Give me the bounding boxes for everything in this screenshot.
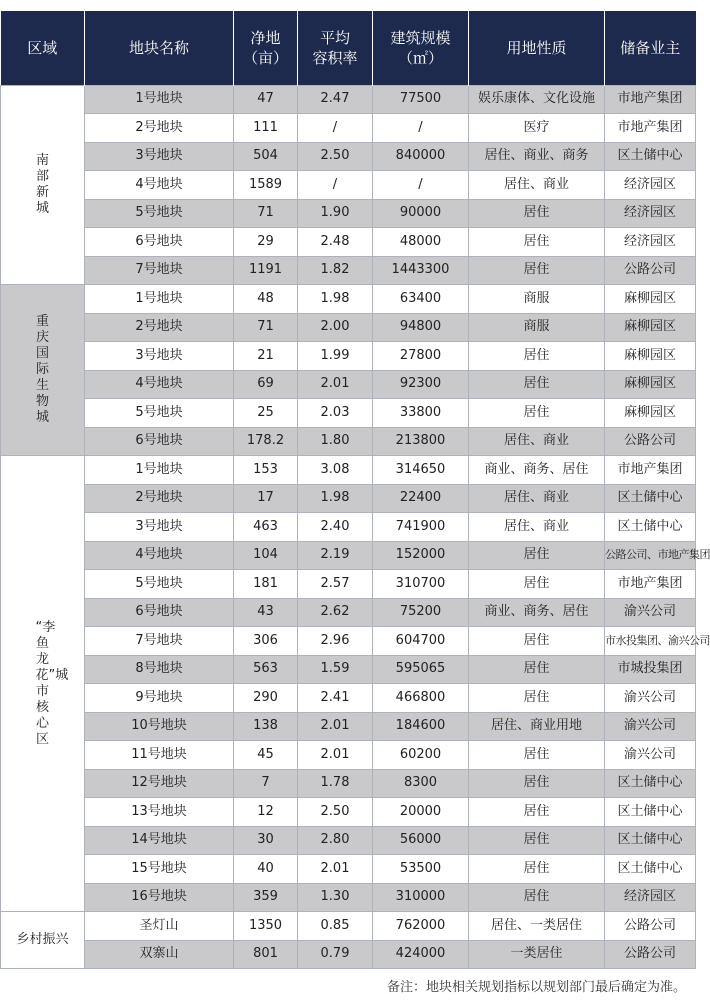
cell-area: 504 xyxy=(234,142,298,171)
cell-name: 9号地块 xyxy=(85,684,234,713)
table-row xyxy=(1,855,696,884)
table-row xyxy=(1,712,696,741)
cell-use: 商服 xyxy=(469,313,605,342)
cell-scale: 22400 xyxy=(373,484,469,513)
cell-area: 306 xyxy=(234,627,298,656)
cell-scale: 1443300 xyxy=(373,256,469,285)
cell-name: 6号地块 xyxy=(85,598,234,627)
footnote: 备注：地块相关规划指标以规划部门最后确定为准。 xyxy=(386,980,686,995)
cell-far: 1.78 xyxy=(298,769,373,798)
table-row xyxy=(1,256,696,285)
cell-owner: 区土储中心 xyxy=(605,484,696,513)
cell-scale: 33800 xyxy=(373,399,469,428)
cell-scale: 48000 xyxy=(373,228,469,257)
region-label: “李鱼龙花”城市核心区 xyxy=(35,619,69,747)
cell-scale: 8300 xyxy=(373,769,469,798)
cell-area: 40 xyxy=(234,855,298,884)
cell-scale: 92300 xyxy=(373,370,469,399)
cell-scale: 94800 xyxy=(373,313,469,342)
cell-name: 圣灯山 xyxy=(85,912,234,941)
cell-area: 29 xyxy=(234,228,298,257)
cell-area: 153 xyxy=(234,456,298,485)
table-row xyxy=(1,484,696,513)
cell-area: 48 xyxy=(234,285,298,314)
cell-name: 5号地块 xyxy=(85,199,234,228)
cell-area: 25 xyxy=(234,399,298,428)
cell-far: 2.50 xyxy=(298,798,373,827)
cell-name: 1号地块 xyxy=(85,456,234,485)
cell-use: 居住、商业 xyxy=(469,484,605,513)
table-header xyxy=(1,11,696,85)
table-row xyxy=(1,598,696,627)
cell-far: 2.01 xyxy=(298,370,373,399)
cell-use: 居住 xyxy=(469,655,605,684)
land-parcel-table xyxy=(0,11,710,969)
cell-far: / xyxy=(298,114,373,143)
cell-name: 4号地块 xyxy=(85,370,234,399)
cell-owner: 区土储中心 xyxy=(605,513,696,542)
cell-name: 14号地块 xyxy=(85,826,234,855)
cell-name: 10号地块 xyxy=(85,712,234,741)
cell-owner: 公路公司、市地产集团 xyxy=(605,541,696,570)
cell-owner: 麻柳园区 xyxy=(605,399,696,428)
cell-name: 2号地块 xyxy=(85,114,234,143)
cell-owner: 渝兴公司 xyxy=(605,712,696,741)
cell-scale: 75200 xyxy=(373,598,469,627)
cell-area: 178.2 xyxy=(234,427,298,456)
cell-scale: 310700 xyxy=(373,570,469,599)
table-row xyxy=(1,513,696,542)
table-row xyxy=(1,741,696,770)
cell-far: 1.98 xyxy=(298,484,373,513)
cell-owner: 麻柳园区 xyxy=(605,313,696,342)
cell-scale: 53500 xyxy=(373,855,469,884)
cell-name: 4号地块 xyxy=(85,171,234,200)
table-row xyxy=(1,798,696,827)
cell-far: 2.19 xyxy=(298,541,373,570)
cell-use: 居住 xyxy=(469,769,605,798)
table-row xyxy=(1,342,696,371)
header-name: 地块名称 xyxy=(85,11,234,85)
cell-owner: 经济园区 xyxy=(605,883,696,912)
cell-owner: 渝兴公司 xyxy=(605,598,696,627)
cell-name: 7号地块 xyxy=(85,627,234,656)
header-far: 平均 容积率 xyxy=(298,11,373,85)
cell-scale: 77500 xyxy=(373,85,469,114)
region-cell xyxy=(1,912,85,969)
cell-scale: 60200 xyxy=(373,741,469,770)
cell-far: 2.50 xyxy=(298,142,373,171)
cell-scale: 152000 xyxy=(373,541,469,570)
cell-scale: 762000 xyxy=(373,912,469,941)
cell-name: 6号地块 xyxy=(85,228,234,257)
cell-scale: / xyxy=(373,171,469,200)
cell-use: 居住 xyxy=(469,570,605,599)
cell-scale: 595065 xyxy=(373,655,469,684)
cell-far: 2.03 xyxy=(298,399,373,428)
cell-area: 563 xyxy=(234,655,298,684)
table-row xyxy=(1,370,696,399)
cell-owner: 公路公司 xyxy=(605,256,696,285)
cell-name: 7号地块 xyxy=(85,256,234,285)
cell-scale: 840000 xyxy=(373,142,469,171)
header-region: 区域 xyxy=(1,11,85,85)
cell-owner: 公路公司 xyxy=(605,940,696,969)
cell-far: 2.01 xyxy=(298,741,373,770)
cell-area: 71 xyxy=(234,199,298,228)
cell-name: 11号地块 xyxy=(85,741,234,770)
table-row xyxy=(1,199,696,228)
cell-use: 商服 xyxy=(469,285,605,314)
cell-far: 1.80 xyxy=(298,427,373,456)
cell-use: 居住 xyxy=(469,370,605,399)
cell-use: 居住、商业用地 xyxy=(469,712,605,741)
cell-name: 5号地块 xyxy=(85,399,234,428)
cell-far: 1.99 xyxy=(298,342,373,371)
cell-area: 69 xyxy=(234,370,298,399)
cell-use: 居住、商业、商务 xyxy=(469,142,605,171)
cell-owner: 公路公司 xyxy=(605,912,696,941)
cell-owner: 市地产集团 xyxy=(605,456,696,485)
cell-owner: 麻柳园区 xyxy=(605,342,696,371)
cell-area: 111 xyxy=(234,114,298,143)
cell-far: 3.08 xyxy=(298,456,373,485)
table-row xyxy=(1,684,696,713)
cell-owner: 区土储中心 xyxy=(605,855,696,884)
header-owner: 储备业主 xyxy=(605,11,696,85)
cell-name: 6号地块 xyxy=(85,427,234,456)
cell-owner: 市城投集团 xyxy=(605,655,696,684)
cell-area: 7 xyxy=(234,769,298,798)
cell-far: 1.82 xyxy=(298,256,373,285)
cell-area: 290 xyxy=(234,684,298,713)
table-row xyxy=(1,627,696,656)
cell-owner: 麻柳园区 xyxy=(605,370,696,399)
cell-owner: 市地产集团 xyxy=(605,85,696,114)
cell-owner: 经济园区 xyxy=(605,228,696,257)
cell-far: 1.90 xyxy=(298,199,373,228)
cell-far: 2.48 xyxy=(298,228,373,257)
cell-area: 30 xyxy=(234,826,298,855)
cell-use: 居住 xyxy=(469,798,605,827)
cell-use: 一类居住 xyxy=(469,940,605,969)
cell-far: / xyxy=(298,171,373,200)
cell-far: 1.98 xyxy=(298,285,373,314)
cell-use: 居住 xyxy=(469,256,605,285)
cell-far: 2.01 xyxy=(298,855,373,884)
cell-owner: 区土储中心 xyxy=(605,826,696,855)
cell-name: 16号地块 xyxy=(85,883,234,912)
table-row xyxy=(1,285,696,314)
cell-far: 2.47 xyxy=(298,85,373,114)
cell-use: 居住 xyxy=(469,199,605,228)
cell-owner: 公路公司 xyxy=(605,427,696,456)
cell-area: 45 xyxy=(234,741,298,770)
cell-scale: / xyxy=(373,114,469,143)
cell-name: 3号地块 xyxy=(85,513,234,542)
cell-use: 居住 xyxy=(469,627,605,656)
cell-scale: 63400 xyxy=(373,285,469,314)
cell-area: 359 xyxy=(234,883,298,912)
cell-use: 居住、一类居住 xyxy=(469,912,605,941)
table-row xyxy=(1,228,696,257)
table-row xyxy=(1,769,696,798)
cell-use: 居住 xyxy=(469,741,605,770)
cell-owner: 渝兴公司 xyxy=(605,741,696,770)
cell-area: 104 xyxy=(234,541,298,570)
cell-area: 801 xyxy=(234,940,298,969)
header-use: 用地性质 xyxy=(469,11,605,85)
cell-area: 1589 xyxy=(234,171,298,200)
cell-use: 居住 xyxy=(469,399,605,428)
land-parcel-table-container xyxy=(0,11,710,969)
cell-name: 5号地块 xyxy=(85,570,234,599)
cell-scale: 20000 xyxy=(373,798,469,827)
cell-use: 医疗 xyxy=(469,114,605,143)
cell-area: 21 xyxy=(234,342,298,371)
header-area: 净地 （亩） xyxy=(234,11,298,85)
cell-use: 居住 xyxy=(469,883,605,912)
cell-far: 1.30 xyxy=(298,883,373,912)
table-row xyxy=(1,912,696,941)
cell-owner: 市地产集团 xyxy=(605,114,696,143)
table-row xyxy=(1,399,696,428)
cell-use: 居住 xyxy=(469,826,605,855)
cell-name: 4号地块 xyxy=(85,541,234,570)
cell-scale: 314650 xyxy=(373,456,469,485)
cell-owner: 区土储中心 xyxy=(605,798,696,827)
cell-area: 1191 xyxy=(234,256,298,285)
cell-use: 商业、商务、居住 xyxy=(469,598,605,627)
cell-owner: 市水投集团、渝兴公司 xyxy=(605,627,696,656)
cell-far: 1.59 xyxy=(298,655,373,684)
region-label: 重庆国际生物城 xyxy=(35,314,49,425)
region-label: 乡村振兴 xyxy=(16,932,69,947)
table-body xyxy=(1,85,710,969)
cell-area: 43 xyxy=(234,598,298,627)
cell-scale: 184600 xyxy=(373,712,469,741)
table-row xyxy=(1,541,696,570)
cell-far: 2.96 xyxy=(298,627,373,656)
cell-owner: 渝兴公司 xyxy=(605,684,696,713)
header-scale: 建筑规模 （㎡） xyxy=(373,11,469,85)
cell-area: 1350 xyxy=(234,912,298,941)
table-row xyxy=(1,826,696,855)
table-row xyxy=(1,114,696,143)
cell-far: 2.62 xyxy=(298,598,373,627)
table-row xyxy=(1,171,696,200)
table-row xyxy=(1,456,696,485)
cell-area: 138 xyxy=(234,712,298,741)
cell-owner: 经济园区 xyxy=(605,171,696,200)
cell-owner: 市地产集团 xyxy=(605,570,696,599)
cell-area: 71 xyxy=(234,313,298,342)
cell-use: 居住 xyxy=(469,342,605,371)
cell-scale: 56000 xyxy=(373,826,469,855)
region-cell xyxy=(1,285,85,456)
region-cell xyxy=(1,85,85,285)
cell-far: 2.41 xyxy=(298,684,373,713)
cell-scale: 310000 xyxy=(373,883,469,912)
table-row xyxy=(1,940,696,969)
cell-use: 居住 xyxy=(469,855,605,884)
cell-area: 181 xyxy=(234,570,298,599)
table-row xyxy=(1,427,696,456)
table-row xyxy=(1,883,696,912)
cell-area: 17 xyxy=(234,484,298,513)
cell-scale: 90000 xyxy=(373,199,469,228)
cell-area: 47 xyxy=(234,85,298,114)
cell-scale: 466800 xyxy=(373,684,469,713)
cell-name: 双寨山 xyxy=(85,940,234,969)
table-row xyxy=(1,313,696,342)
cell-far: 2.57 xyxy=(298,570,373,599)
cell-owner: 区土储中心 xyxy=(605,142,696,171)
cell-scale: 604700 xyxy=(373,627,469,656)
cell-name: 3号地块 xyxy=(85,342,234,371)
cell-name: 2号地块 xyxy=(85,313,234,342)
cell-far: 0.79 xyxy=(298,940,373,969)
cell-name: 8号地块 xyxy=(85,655,234,684)
cell-name: 13号地块 xyxy=(85,798,234,827)
cell-owner: 麻柳园区 xyxy=(605,285,696,314)
cell-use: 居住、商业 xyxy=(469,513,605,542)
region-label: 南部新城 xyxy=(35,152,49,216)
cell-scale: 27800 xyxy=(373,342,469,371)
cell-far: 2.40 xyxy=(298,513,373,542)
table-row xyxy=(1,570,696,599)
cell-name: 15号地块 xyxy=(85,855,234,884)
cell-far: 2.80 xyxy=(298,826,373,855)
cell-name: 2号地块 xyxy=(85,484,234,513)
cell-scale: 741900 xyxy=(373,513,469,542)
cell-far: 0.85 xyxy=(298,912,373,941)
cell-far: 2.01 xyxy=(298,712,373,741)
cell-name: 1号地块 xyxy=(85,285,234,314)
table-row xyxy=(1,142,696,171)
cell-use: 居住 xyxy=(469,541,605,570)
cell-area: 463 xyxy=(234,513,298,542)
cell-name: 1号地块 xyxy=(85,85,234,114)
table-row xyxy=(1,655,696,684)
cell-use: 居住 xyxy=(469,684,605,713)
cell-use: 居住、商业 xyxy=(469,171,605,200)
cell-owner: 经济园区 xyxy=(605,199,696,228)
table-row xyxy=(1,85,696,114)
cell-use: 娱乐康体、文化设施 xyxy=(469,85,605,114)
cell-far: 2.00 xyxy=(298,313,373,342)
cell-area: 12 xyxy=(234,798,298,827)
cell-scale: 213800 xyxy=(373,427,469,456)
cell-use: 居住、商业 xyxy=(469,427,605,456)
region-cell xyxy=(1,456,85,912)
cell-use: 商业、商务、居住 xyxy=(469,456,605,485)
cell-owner: 区土储中心 xyxy=(605,769,696,798)
cell-scale: 424000 xyxy=(373,940,469,969)
cell-name: 3号地块 xyxy=(85,142,234,171)
cell-use: 居住 xyxy=(469,228,605,257)
cell-name: 12号地块 xyxy=(85,769,234,798)
